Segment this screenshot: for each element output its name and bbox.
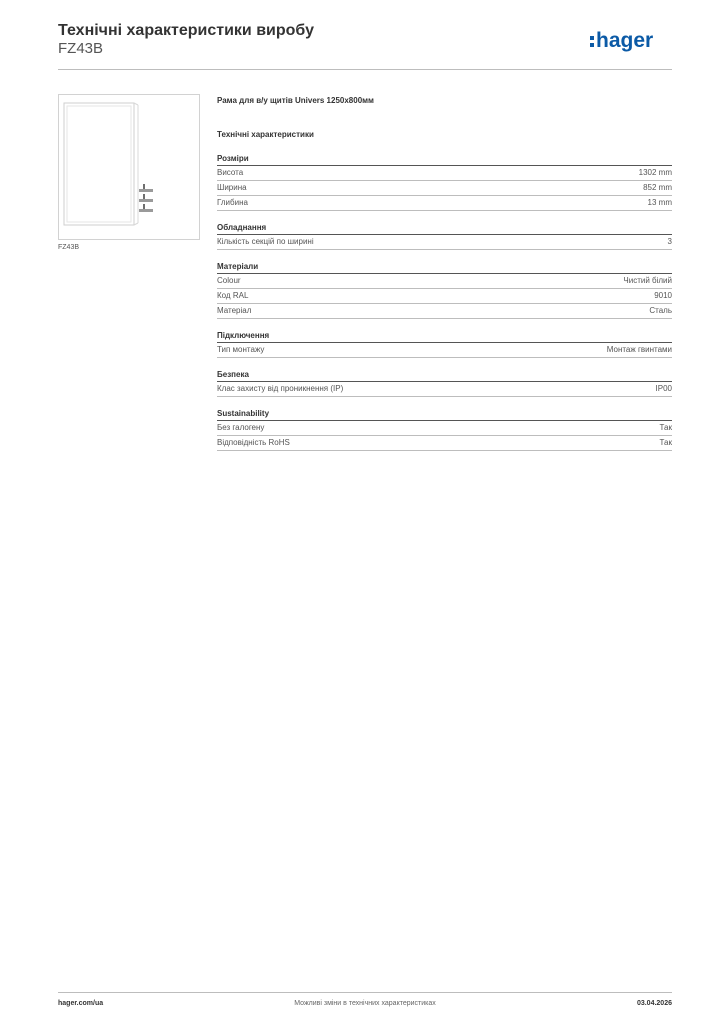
spec-value: 13 mm bbox=[647, 198, 672, 207]
spec-value: Так bbox=[659, 423, 672, 432]
spec-value: 9010 bbox=[654, 291, 672, 300]
spec-label: Глибина bbox=[217, 198, 248, 207]
svg-text:hager: hager bbox=[596, 29, 654, 52]
spec-row bbox=[217, 166, 672, 181]
spec-label: Кількість секцій по ширині bbox=[217, 237, 314, 246]
spec-row bbox=[217, 304, 672, 319]
spec-row bbox=[217, 382, 672, 397]
page-footer bbox=[58, 992, 672, 1012]
spec-value: 3 bbox=[667, 237, 672, 246]
spec-label: Матеріал bbox=[217, 306, 252, 315]
document-title: Технічні характеристики виробу bbox=[58, 22, 314, 39]
spec-row bbox=[217, 235, 672, 250]
spec-row bbox=[217, 421, 672, 436]
spec-label: Висота bbox=[217, 168, 244, 177]
page-header bbox=[58, 20, 672, 70]
specs-heading: Технічні характеристики bbox=[217, 130, 314, 139]
spec-label: Тип монтажу bbox=[217, 345, 265, 354]
spec-value: 1302 mm bbox=[638, 168, 672, 177]
footer-notice: Можливі зміни в технічних характеристиках bbox=[294, 1000, 436, 1007]
spec-row bbox=[217, 436, 672, 451]
website-link[interactable]: hager.com/ua bbox=[58, 1000, 104, 1007]
spec-row bbox=[217, 289, 672, 304]
spec-row bbox=[217, 181, 672, 196]
product-code: FZ43B bbox=[58, 40, 104, 57]
spec-row bbox=[217, 343, 672, 358]
group-title-equipment: Обладнання bbox=[217, 221, 672, 235]
spec-value: Монтаж гвинтами bbox=[606, 345, 672, 354]
spec-label: Ширина bbox=[217, 183, 247, 192]
spec-label: Без галогену bbox=[217, 423, 265, 432]
spec-label: Клас захисту від проникнення (IP) bbox=[217, 384, 344, 393]
spec-value: IP00 bbox=[655, 384, 672, 393]
spec-value: Чистий білий bbox=[623, 276, 672, 285]
spec-label: Код RAL bbox=[217, 291, 249, 300]
spec-value: Сталь bbox=[649, 306, 672, 315]
group-title-dimensions: Розміри bbox=[217, 152, 672, 166]
group-title-materials: Матеріали bbox=[217, 260, 672, 274]
spec-label: Відповідність RoHS bbox=[217, 438, 290, 447]
spec-value: 852 mm bbox=[643, 183, 672, 192]
group-title-connection: Підключення bbox=[217, 329, 672, 343]
hager-logo bbox=[590, 26, 672, 54]
group-title-safety: Безпека bbox=[217, 368, 672, 382]
frame-illustration bbox=[59, 95, 199, 239]
spec-row bbox=[217, 196, 672, 211]
image-caption: FZ43B bbox=[58, 244, 80, 251]
group-title-sustainability: Sustainability bbox=[217, 407, 672, 421]
specifications bbox=[217, 92, 672, 451]
product-image bbox=[58, 94, 200, 240]
product-name: Рама для в/у щитів Univers 1250x800мм bbox=[217, 96, 374, 105]
spec-value: Так bbox=[659, 438, 672, 447]
spec-row bbox=[217, 274, 672, 289]
document-date: 03.04.2026 bbox=[636, 1000, 672, 1007]
spec-label: Colour bbox=[217, 276, 241, 285]
